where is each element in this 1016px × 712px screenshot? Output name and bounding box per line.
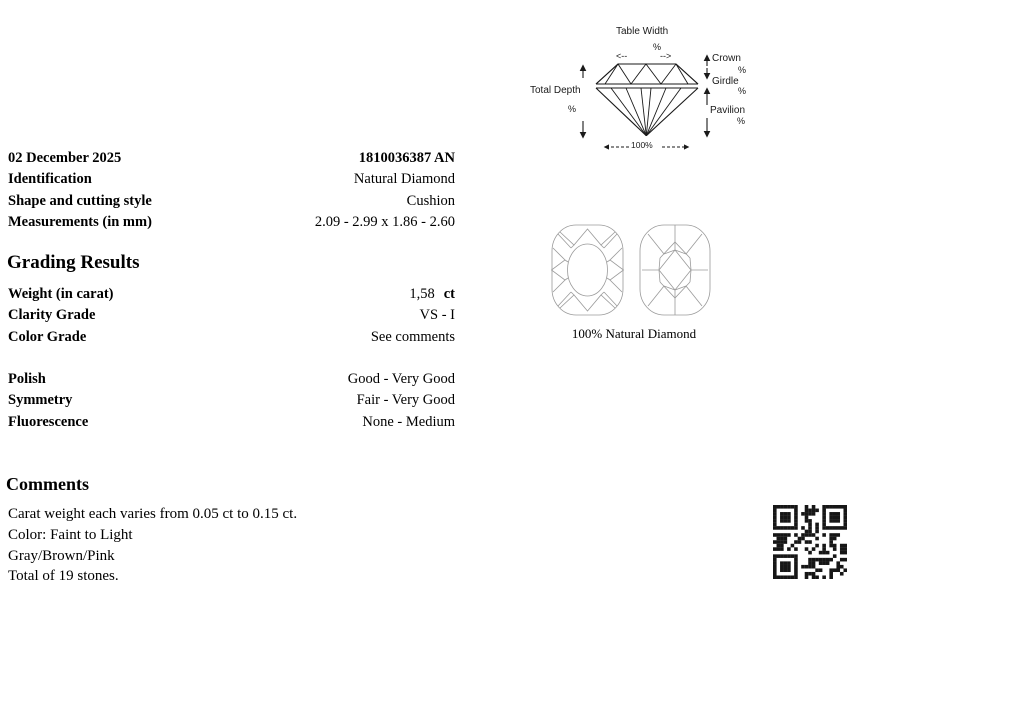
table-width-arrow-right-icon: --> xyxy=(660,51,672,61)
comment-line: Gray/Brown/Pink xyxy=(8,547,115,564)
field-value: 2.09 - 2.99 x 1.86 - 2.60 xyxy=(314,213,455,230)
field-label: Measurements (in mm) xyxy=(8,213,152,230)
field-row-measurements xyxy=(8,212,455,233)
fluorescence-label: Fluorescence xyxy=(8,413,89,430)
clarity-label: Clarity Grade xyxy=(8,307,96,324)
report-header-row xyxy=(8,148,455,169)
total-depth-label: Total Depth xyxy=(530,85,581,96)
color-row xyxy=(8,327,455,348)
table-width-arrow-left-icon: <-- xyxy=(616,51,628,61)
comments-body xyxy=(8,504,478,587)
comment-line: Color: Faint to Light xyxy=(8,526,133,543)
polish-value: Good - Very Good xyxy=(347,371,455,387)
symmetry-row xyxy=(8,390,455,411)
table-width-percent: % xyxy=(653,42,662,52)
pavilion-percent: % xyxy=(737,116,746,126)
crown-label: Crown xyxy=(712,53,741,64)
cushion-plot-drawing xyxy=(538,220,730,320)
report-number: 1810036387 AN xyxy=(358,150,455,166)
field-label: Identification xyxy=(8,171,92,188)
comments-title: Comments xyxy=(6,474,89,494)
stone-plot xyxy=(538,220,730,345)
polish-row xyxy=(8,369,455,390)
fluorescence-value: None - Medium xyxy=(362,413,455,430)
report-date: 02 December 2025 xyxy=(8,150,122,166)
total-depth-percent: % xyxy=(568,104,577,114)
girdle-width-percent-label: 100% xyxy=(631,140,653,150)
field-value: Cushion xyxy=(406,192,455,209)
grading-main-rows xyxy=(8,284,455,348)
color-value: See comments xyxy=(370,328,455,345)
polish-label: Polish xyxy=(8,371,46,387)
symmetry-label: Symmetry xyxy=(8,392,73,409)
table-width-label: Table Width xyxy=(616,26,669,37)
fluorescence-row xyxy=(8,412,455,433)
comment-line: Total of 19 stones. xyxy=(8,568,119,585)
girdle-label: Girdle xyxy=(712,76,739,87)
field-row-identification xyxy=(8,169,455,190)
grading-results-title: Grading Results xyxy=(7,252,140,273)
stone-plot-caption: 100% Natural Diamond xyxy=(571,326,697,341)
comment-line: Carat weight each varies from 0.05 ct to 0.15 ct. xyxy=(8,506,298,522)
identification-section xyxy=(8,148,455,233)
proportion-diagram xyxy=(528,14,760,160)
field-label: Shape and cutting style xyxy=(8,192,152,209)
crown-percent: % xyxy=(738,65,747,75)
qr-code-icon xyxy=(773,505,847,579)
color-label: Color Grade xyxy=(8,328,87,345)
diamond-profile-drawing xyxy=(528,14,760,160)
symmetry-value: Fair - Very Good xyxy=(356,392,455,409)
field-row-shape xyxy=(8,191,455,212)
clarity-row xyxy=(8,305,455,326)
girdle-percent: % xyxy=(738,86,747,96)
grading-finish-rows xyxy=(8,369,455,433)
field-value: Natural Diamond xyxy=(353,171,455,188)
weight-row xyxy=(8,284,455,305)
pavilion-label: Pavilion xyxy=(710,105,746,116)
weight-value-group xyxy=(409,284,455,305)
weight-label: Weight (in carat) xyxy=(8,286,114,302)
weight-value: 1,58 xyxy=(409,286,435,302)
clarity-value: VS - I xyxy=(419,307,455,324)
weight-unit: ct xyxy=(443,286,455,302)
